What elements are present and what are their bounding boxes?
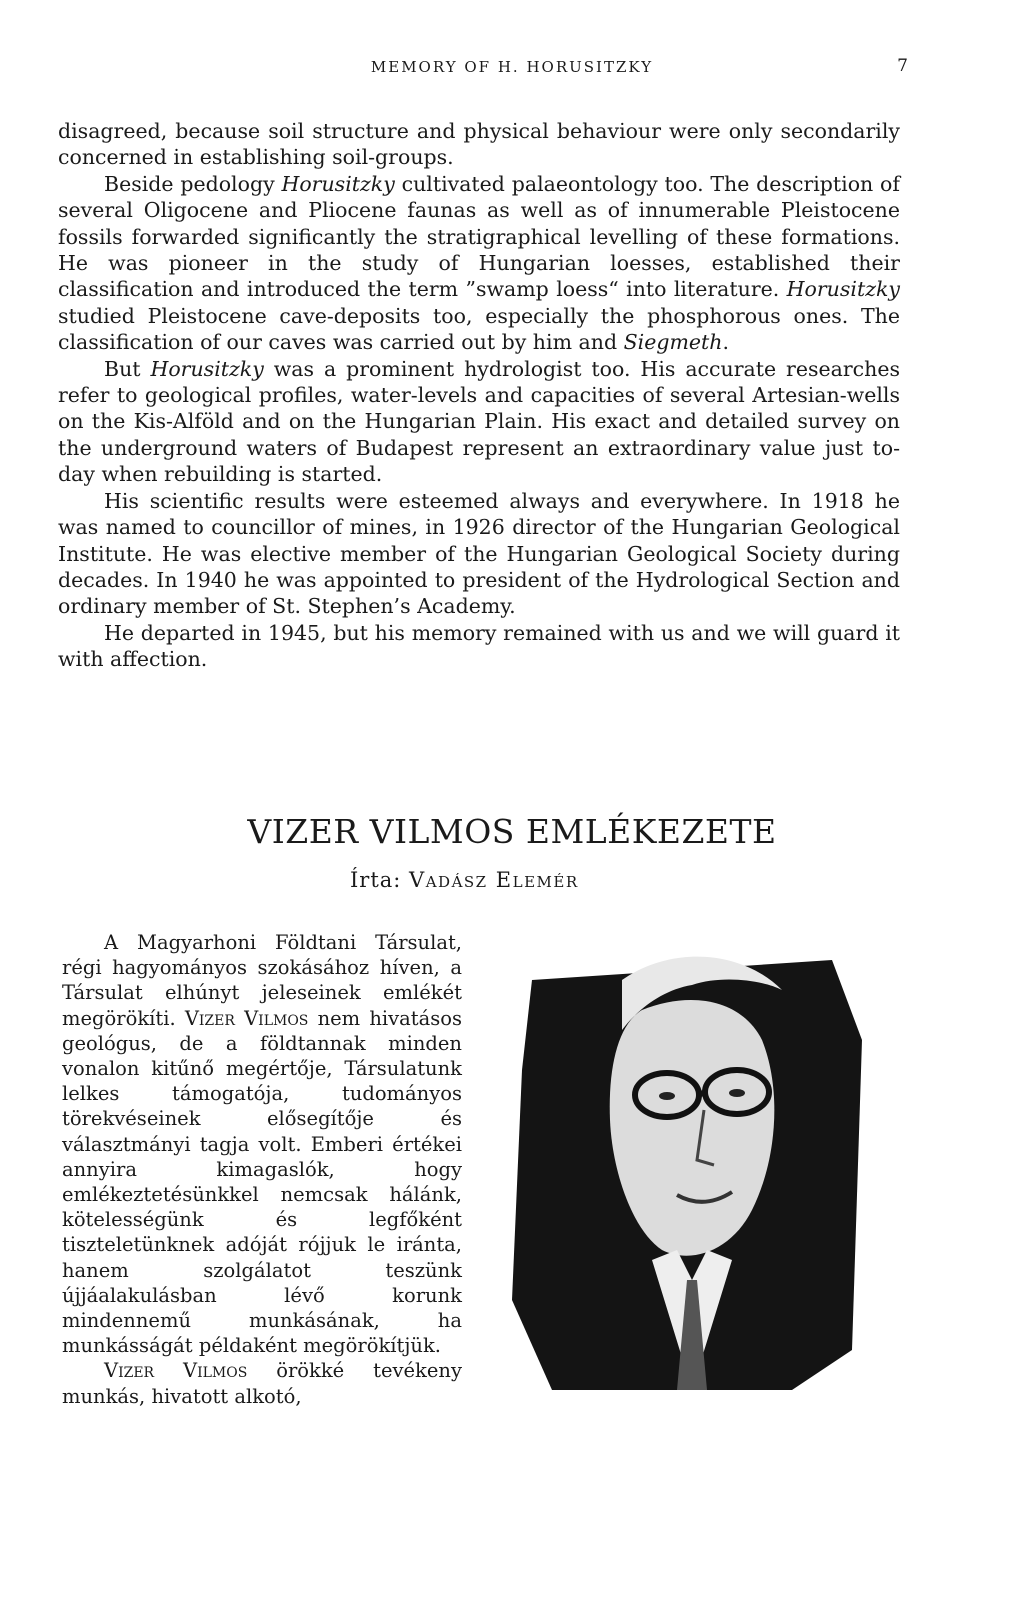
paragraph-3: But Horusitzky was a prominent hydrologist too. His accurate researches refer to geological profiles, water-levels and capacities of several Artesian-wells on the Kis-Alföld and on the Hungarian Plain. His exact and detailed survey on the underground waters of Budapest represent an extraordinary value just to-day when rebuilding is started. [58,356,900,487]
hu-paragraph-2: Vizer Vilmos örökké tevékeny munkás, hivatott alkotó, [62,1359,462,1408]
portrait-photo [492,920,872,1390]
author-name: Horusitzky [281,171,395,196]
page-number: 7 [897,56,908,76]
paragraph-4: His scientific results were esteemed always and everywhere. In 1918 he was named to councillor of mines, in 1926 director of the Hungarian Geological Institute. He was elective member of the Hungarian Geological Society during decades. In 1940 he was appointed to president of the Hydrological Section and ordinary member of St. Stephen’s Academy. [58,488,900,619]
article-byline: Írta: Vadász Elemér [350,868,579,892]
paragraph-2: Beside pedology Horusitzky cultivated palaeontology too. The description of several Oligocene and Pliocene faunas as well as of innumerable Pleistocene fossils forwarded significantly the stratigraphical levelling of these formations. He was pioneer in the study of Hungarian loesses, established their classification and introduced the term ”swamp loess“ into literature. Horusitzky studied Pleistocene cave-deposits too, especially the phosphorous ones. The classification of our caves was carried out by him and Siegmeth. [58,171,900,355]
running-head: MEMORY OF H. HORUSITZKY [370,58,654,76]
hu-paragraph-1: A Magyarhoni Földtani Társulat, régi hagyományos szokásához híven, a Társulat elhúnyt jeleseinek emlékét megörökíti. Vizer Vilmos nem hivatásos geológus, de a földtannak minden vonalon kitűnő megértője, Társulatunk lelkes támogatója, tudományos törekvéseinek elősegítője és választmányi tagja volt. Emberi értékei annyira kimagaslók, hogy emlékeztetésünkkel nemcsak hálánk, kötelességünk és legfőként tiszteletünknek adóját rójjuk le iránta, hanem szolgálatot teszünk újjáalakulásban lévő korunk mindennemű munkásának, ha munkásságát példaként megörökítjük. [62,931,462,1358]
article-title: VIZER VILMOS EMLÉKEZETE [247,812,777,851]
person-name: Siegmeth [623,330,723,355]
author-name: Horusitzky [150,356,264,381]
paragraph-5: He departed in 1945, but his memory remained with us and we will guard it with affection. [58,620,900,672]
english-body [58,118,900,673]
paragraph-1: disagreed, because soil structure and physical behaviour were only secondarily concerned in establishing soil-groups. [58,119,900,170]
byline-author: Vadász Elemér [409,868,579,892]
hungarian-body [62,930,462,1409]
person-name: Vizer Vilmos [104,1359,248,1383]
author-name: Horusitzky [786,277,900,302]
person-name: Vizer Vilmos [184,1006,309,1030]
